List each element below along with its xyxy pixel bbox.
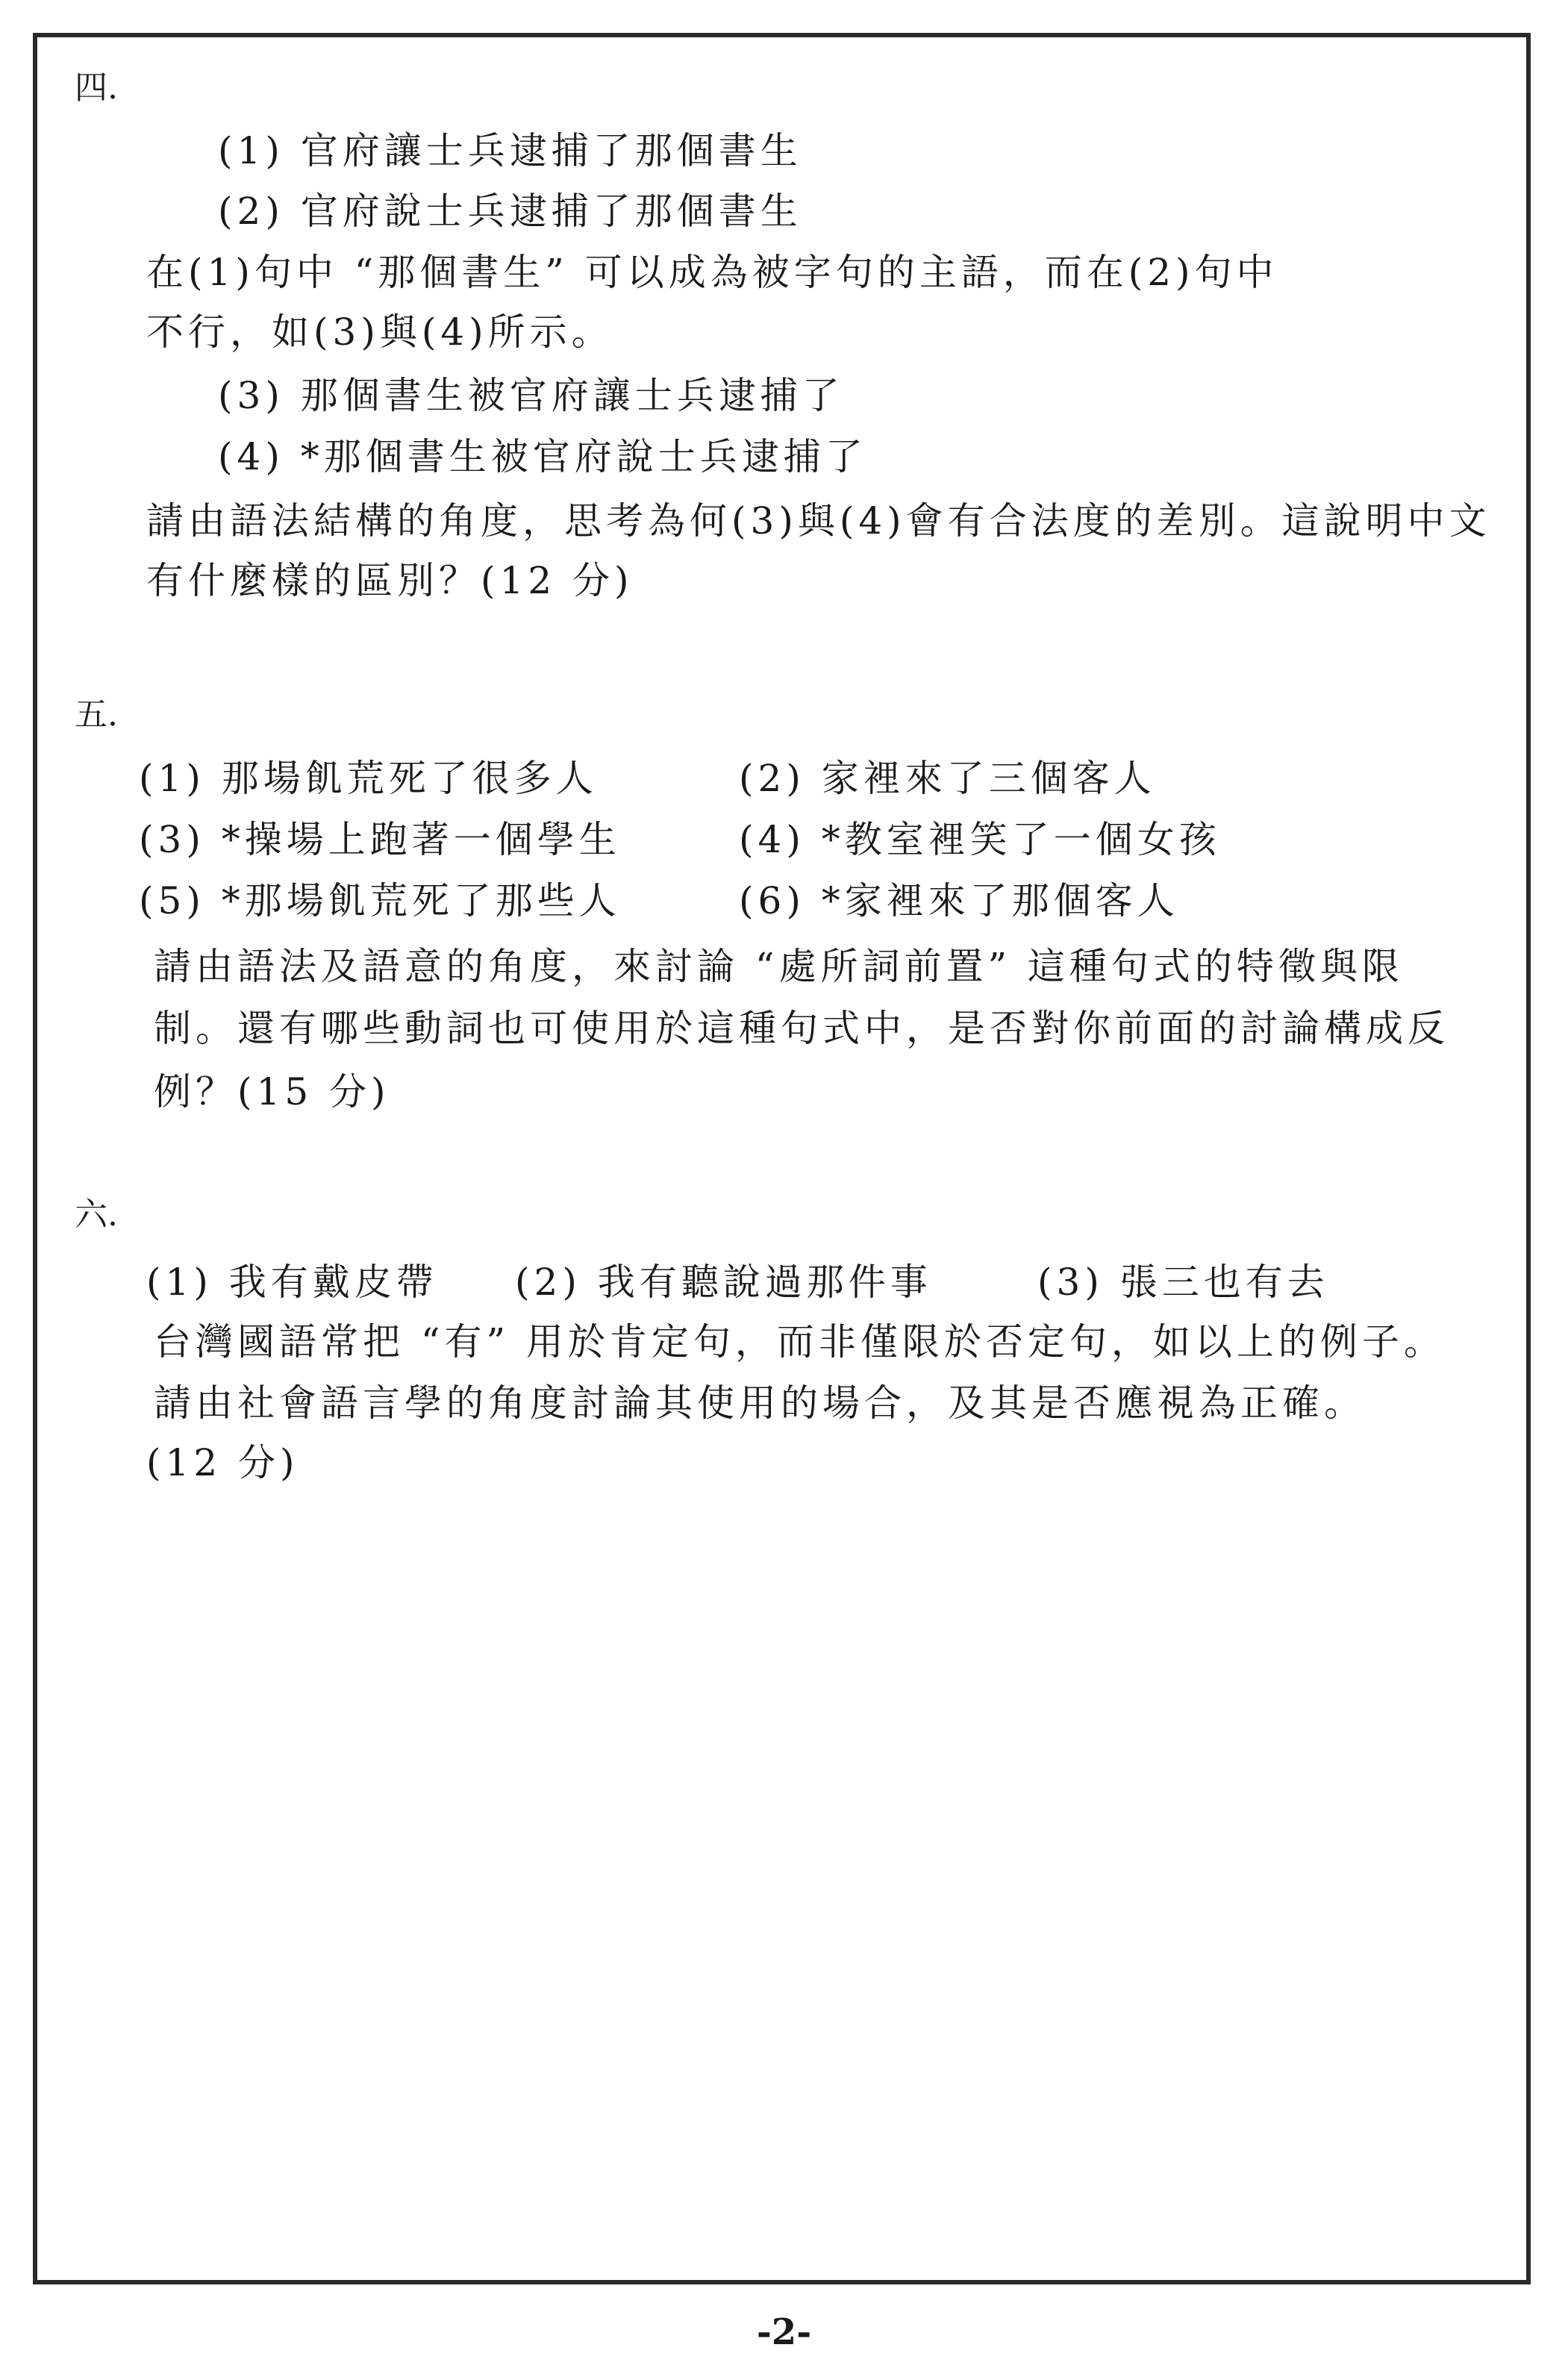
question-5-question-line-1: 請由語法及語意的角度，來討論 “處所詞前置” 這種句式的特徵與限 <box>154 945 1404 988</box>
question-4-example-3: (3) 那個書生被官府讓士兵逮捕了 <box>218 374 844 417</box>
question-6-example-3: (3) 張三也有去 <box>1037 1261 1329 1304</box>
page-number: -2- <box>756 2311 812 2353</box>
question-4-number: 四. <box>75 69 118 107</box>
page-border-frame <box>33 33 1531 2284</box>
question-4-question-line-2: 有什麼樣的區別？(12 分) <box>146 559 634 602</box>
question-5-example-1: (1) 那場飢荒死了很多人 <box>139 757 598 800</box>
question-5-example-5: (5) *那場飢荒死了那些人 <box>139 879 621 922</box>
question-4-text-line-2: 不行，如(3)與(4)所示。 <box>146 310 613 354</box>
question-6-number: 六. <box>75 1196 118 1234</box>
question-5-question-line-2: 制。還有哪些動詞也可使用於這種句式中，是否對你前面的討論構成反 <box>154 1007 1449 1050</box>
question-5-example-6: (6) *家裡來了那個客人 <box>739 879 1179 922</box>
question-4-example-2: (2) 官府說士兵逮捕了那個書生 <box>218 190 802 233</box>
question-4-example-4: (4) *那個書生被官府說士兵逮捕了 <box>218 435 867 478</box>
question-5-example-2: (2) 家裡來了三個客人 <box>739 757 1156 800</box>
question-6-text-line-3: (12 分) <box>146 1441 299 1484</box>
question-4-text-line-1: 在(1)句中 “那個書生” 可以成為被字句的主語，而在(2)句中 <box>146 251 1278 294</box>
question-4-question-line-1: 請由語法結構的角度，思考為何(3)與(4)會有合法度的差別。這說明中文 <box>146 499 1491 543</box>
question-6-example-1: (1) 我有戴皮帶 <box>146 1261 438 1304</box>
question-4-example-1: (1) 官府讓士兵逮捕了那個書生 <box>218 129 802 172</box>
question-5-example-3: (3) *操場上跑著一個學生 <box>139 818 621 861</box>
question-5-question-line-3: 例？(15 分) <box>154 1070 390 1113</box>
question-5-number: 五. <box>75 696 118 734</box>
question-6-text-line-2: 請由社會語言學的角度討論其使用的場合，及其是否應視為正確。 <box>154 1381 1366 1425</box>
question-6-example-2: (2) 我有聽說過那件事 <box>515 1261 932 1304</box>
question-6-text-line-1: 台灣國語常把 “有” 用於肯定句，而非僅限於否定句，如以上的例子。 <box>154 1320 1446 1364</box>
question-5-example-4: (4) *教室裡笑了一個女孩 <box>739 818 1221 861</box>
